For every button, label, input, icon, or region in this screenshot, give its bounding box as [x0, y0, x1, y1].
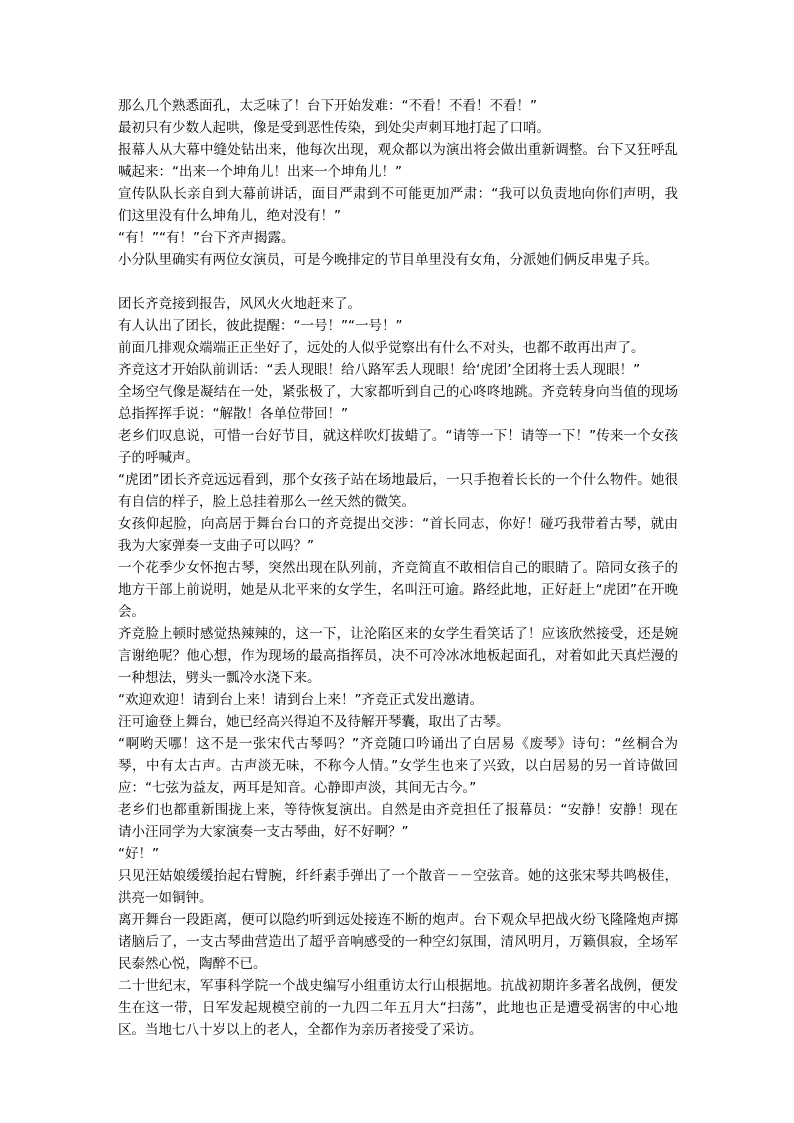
paragraph: 全场空气像是凝结在一处，紧张极了，大家都听到自己的心咚咚地跳。齐竞转身向当值的现场总指挥挥手说：“解散！各单位带回！” — [118, 384, 678, 422]
paragraph: 只见汪姑娘缓缓抬起右臂腕，纤纤素手弹出了一个散音－－空弦音。她的这张宋琴共鸣极佳，洪亮一如铜钟。 — [118, 868, 678, 906]
paragraph: 齐竞脸上顿时感觉热辣辣的，这一下，让沦陷区来的女学生看笑话了！应该欣然接受，还是婉言谢绝呢？他心想，作为现场的最高指挥员，决不可冷冰冰地板起面孔，对着如此天真烂漫的一种想法，劈头一瓢冷水浇下来。 — [118, 626, 678, 686]
paragraph: 汪可逾登上舞台，她已经高兴得迫不及待解开琴囊，取出了古琴。 — [118, 714, 510, 730]
paragraph: 前面几排观众端端正正坐好了，远处的人似乎觉察出有什么不对头，也都不敢再出声了。 — [118, 340, 645, 356]
paragraph: 小分队里确实有两位女演员，可是今晚排定的节目单里没有女角，分派她们俩反串鬼子兵。 — [118, 252, 658, 268]
paragraph: 有人认出了团长，彼此提醒：“一号！”“一号！” — [118, 318, 403, 334]
paragraph: 最初只有少数人起哄，像是受到恶性传染，到处尖声刺耳地打起了口哨。 — [118, 120, 550, 136]
paragraph: 老乡们也都重新围拢上来，等待恢复演出。自然是由齐竞担任了报幕员：“安静！安静！现在请小汪同学为大家演奏一支古琴曲，好不好啊？” — [118, 802, 678, 840]
paragraph: 二十世纪末，军事科学院一个战史编写小组重访太行山根据地。抗战初期许多著名战例，便发生在这一带，日军发起规模空前的一九四二年五月大“扫荡”，此地也正是遭受祸害的中心地区。当地七八十岁以上的老人，全都作为亲历者接受了采访。 — [118, 978, 678, 1038]
paragraph: 老乡们叹息说，可惜一台好节目，就这样吹灯拔蜡了。“请等一下！请等一下！”传来一个女孩子的呼喊声。 — [118, 428, 678, 466]
paragraph: 团长齐竞接到报告，风风火火地赶来了。 — [118, 296, 361, 312]
document-body — [118, 95, 678, 1041]
paragraph: 女孩仰起脸，向高居于舞台台口的齐竞提出交涉：“首长同志，你好！碰巧我带着古琴，就由我为大家弹奏一支曲子可以吗？” — [118, 516, 678, 554]
paragraph: 离开舞台一段距离，便可以隐约听到远处接连不断的炮声。台下观众早把战火纷飞隆隆炮声掷诸脑后了，一支古琴曲营造出了超乎音响感受的一种空幻氛围，清风明月，万籁俱寂，全场军民泰然心悦，陶醉不已。 — [118, 912, 678, 972]
paragraph: 报幕人从大幕中缝处钻出来，他每次出现，观众都以为演出将会做出重新调整。台下又狂呼乱喊起来：“出来一个坤角儿！出来一个坤角儿！” — [118, 142, 678, 180]
paragraph: “欢迎欢迎！请到台上来！请到台上来！”齐竞正式发出邀请。 — [118, 692, 483, 708]
paragraph: 宣传队队长亲自到大幕前讲话，面目严肃到不可能更加严肃：“我可以负责地向你们声明，我们这里没有什么坤角儿，绝对没有！” — [118, 186, 678, 224]
paragraph: “啊哟天哪！这不是一张宋代古琴吗？”齐竞随口吟诵出了白居易《废琴》诗句：“丝桐合为琴，中有太古声。古声淡无味，不称今人情。”女学生也来了兴致，以白居易的另一首诗做回应：“七弦为益友，两耳是知音。心静即声淡，其间无古今。” — [118, 736, 678, 796]
paragraph: “好！” — [118, 846, 159, 862]
paragraph: 齐竞这才开始队前训话：“丢人现眼！给八路军丢人现眼！给‘虎团’全团将士丢人现眼！” — [118, 362, 641, 378]
paragraph: “有！”“有！”台下齐声揭露。 — [118, 230, 295, 246]
paragraph: 那么几个熟悉面孔，太乏味了！台下开始发难：“不看！不看！不看！” — [118, 98, 537, 114]
paragraph: 一个花季少女怀抱古琴，突然出现在队列前，齐竞简直不敢相信自己的眼睛了。陪同女孩子的地方干部上前说明，她是从北平来的女学生，名叫汪可逾。路经此地，正好赶上“虎团”在开晚会。 — [118, 560, 678, 620]
paragraph: “虎团”团长齐竞远远看到，那个女孩子站在场地最后，一只手抱着长长的一个什么物件。她很有自信的样子，脸上总挂着那么一丝天然的微笑。 — [118, 472, 678, 510]
